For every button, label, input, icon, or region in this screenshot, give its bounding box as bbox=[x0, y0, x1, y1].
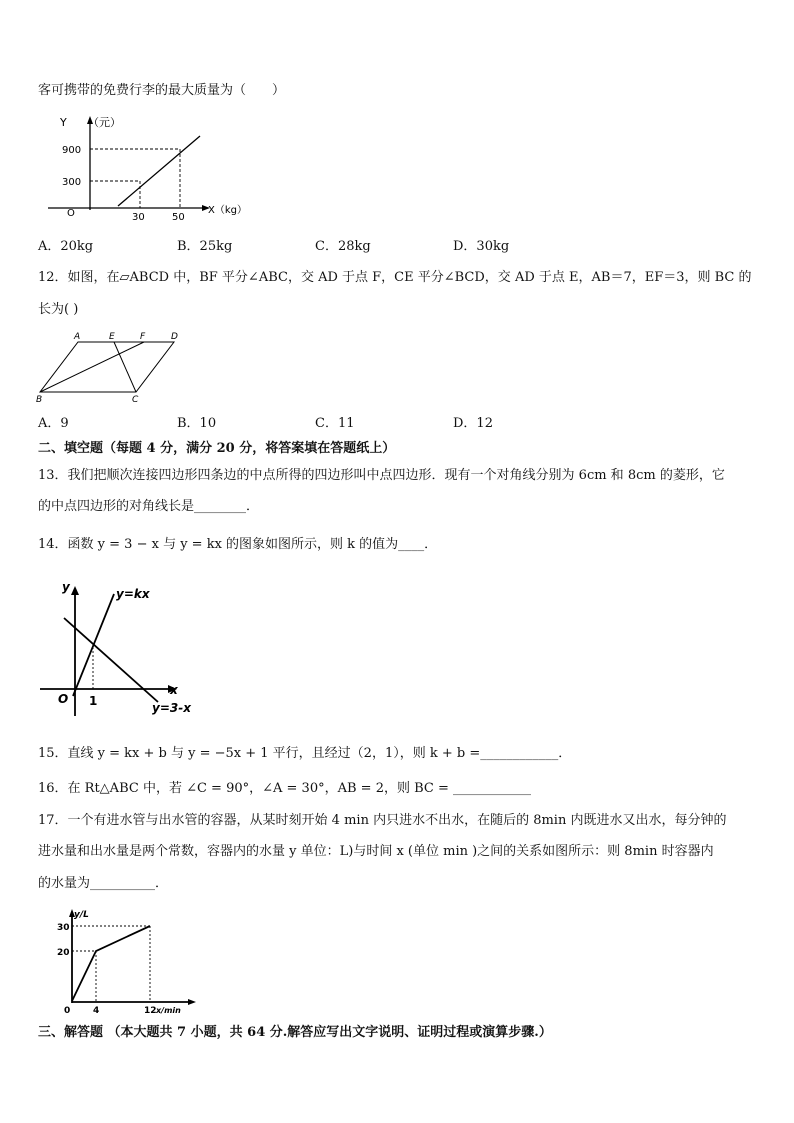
q12-line1: 12．如图，在▱ABCD 中，BF 平分∠ABC，交 AD 于点 F，CE 平分∠BCD，交 AD 于点 E，AB＝7，EF＝3，则 BC 的 bbox=[38, 270, 752, 285]
q14-graph bbox=[36, 578, 206, 720]
q11-stem-tail: 客可携带的免费行李的最大质量为（ ） bbox=[38, 83, 286, 98]
q17-x-tick-12: 12 bbox=[144, 1006, 157, 1016]
q11-x-label: X（kg） bbox=[208, 205, 247, 216]
q11-option-a: A．20kg bbox=[38, 239, 94, 254]
q14-tick-1: 1 bbox=[89, 694, 98, 708]
q11-y-tick-300: 300 bbox=[62, 177, 82, 188]
q11-option-c: C．28kg bbox=[315, 239, 371, 254]
q17-line1: 17．一个有进水管与出水管的容器，从某时刻开始 4 min 内只进水不出水，在随后的 8min 内既进水又出水，每分钟的 bbox=[38, 813, 727, 828]
q12-label-f: F bbox=[140, 332, 146, 342]
q11-x-tick-30: 30 bbox=[132, 212, 145, 223]
q12-line2: 长为( ) bbox=[38, 302, 79, 317]
q12-option-d: D．12 bbox=[453, 416, 493, 431]
q11-x-tick-50: 50 bbox=[172, 212, 185, 223]
q17-y-label: y/L bbox=[74, 910, 89, 920]
q13-line1: 13．我们把顺次连接四边形四条边的中点所得的四边形叫中点四边形．现有一个对角线分别为 6cm 和 8cm 的菱形，它 bbox=[38, 468, 725, 483]
q12-option-c: C．11 bbox=[315, 416, 355, 431]
q12-label-e: E bbox=[109, 332, 115, 342]
q11-y-label: Y bbox=[60, 116, 67, 129]
q11-y-tick-900: 900 bbox=[62, 145, 82, 156]
q14-y-label: y bbox=[62, 580, 70, 594]
q12-label-c: C bbox=[132, 395, 139, 405]
q11-y-unit: （元） bbox=[88, 116, 121, 129]
q12-figure bbox=[36, 328, 196, 406]
q14-x-label: x bbox=[170, 683, 178, 697]
q15-line: 15．直线 y = kx + b 与 y = −5x + 1 平行，且经过（2，1），则 k + b =____________． bbox=[38, 746, 572, 761]
q17-y-tick-20: 20 bbox=[57, 948, 70, 958]
q17-x-label: x/min bbox=[156, 1006, 181, 1015]
q11-option-b: B．25kg bbox=[177, 239, 233, 254]
q12-option-b: B．10 bbox=[177, 416, 217, 431]
section3-heading: 三、解答题 （本大题共 7 小题，共 64 分.解答应写出文字说明、证明过程或演算步骤.） bbox=[38, 1025, 552, 1040]
q11-option-d: D．30kg bbox=[453, 239, 510, 254]
q11-origin: O bbox=[67, 208, 75, 219]
q12-label-b: B bbox=[36, 395, 43, 405]
q17-line3: 的水量为__________． bbox=[38, 876, 169, 891]
q17-origin: 0 bbox=[64, 1006, 71, 1016]
q14-origin: O bbox=[58, 692, 69, 706]
q12-label-d: D bbox=[171, 332, 178, 342]
q14-line2-label: y=3-x bbox=[152, 701, 191, 715]
section2-heading: 二、填空题（每题 4 分，满分 20 分，将答案填在答题纸上） bbox=[38, 441, 396, 456]
q16-line: 16．在 Rt△ABC 中，若 ∠C = 90°，∠A = 30°，AB = 2，则 BC = ____________ bbox=[38, 781, 531, 796]
q12-option-a: A．9 bbox=[38, 416, 69, 431]
q17-line2: 进水量和出水量是两个常数，容器内的水量 y 单位：L)与时间 x (单位 min )之间的关系如图所示：则 8min 时容器内 bbox=[38, 844, 714, 859]
q17-y-tick-30: 30 bbox=[57, 923, 70, 933]
q17-graph bbox=[50, 906, 210, 1021]
q13-line2: 的中点四边形的对角线长是________． bbox=[38, 499, 260, 514]
q11-graph bbox=[40, 110, 280, 230]
q14-line1-label: y=kx bbox=[116, 587, 150, 601]
q17-x-tick-4: 4 bbox=[93, 1006, 100, 1016]
q14-line: 14．函数 y = 3 − x 与 y = kx 的图象如图所示，则 k 的值为____． bbox=[38, 537, 438, 552]
q12-label-a: A bbox=[74, 332, 81, 342]
